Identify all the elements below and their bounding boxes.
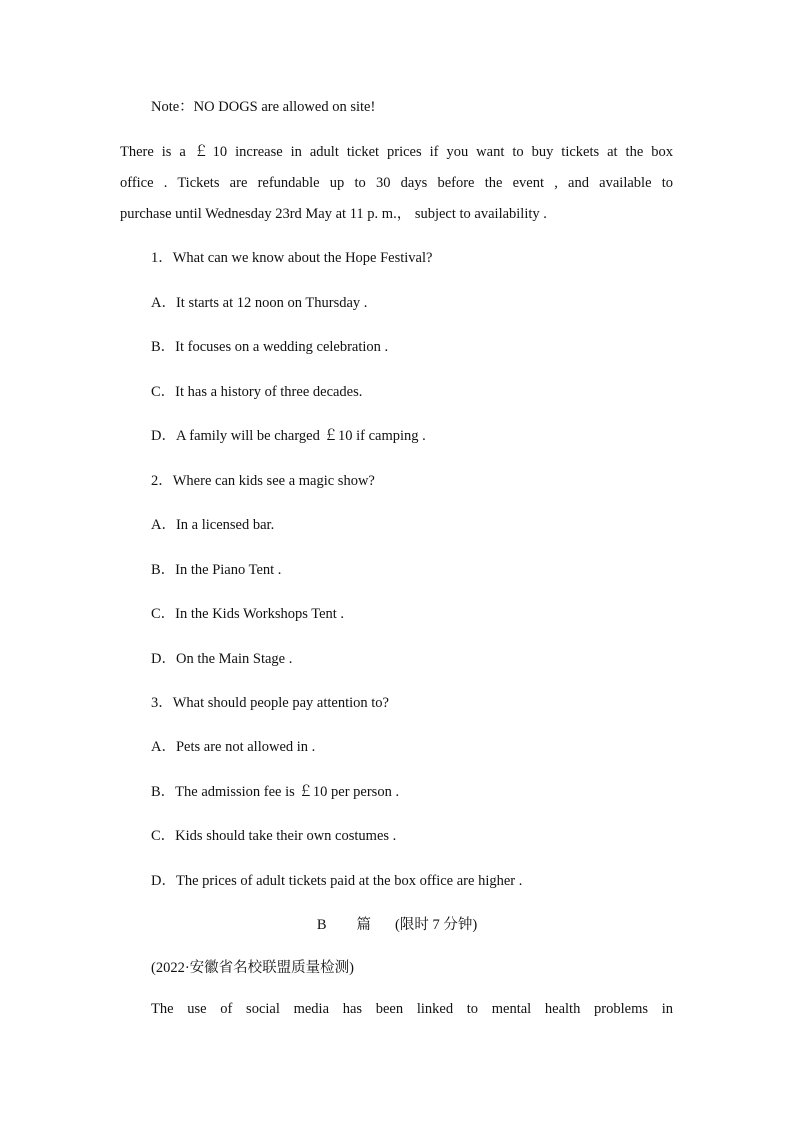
answer-option: B．In the Piano Tent . [151, 562, 282, 578]
answer-option: C．In the Kids Workshops Tent . [151, 606, 345, 622]
paragraph-line: office . Tickets are refundable up to 30 days before the event , and available to [120, 175, 673, 191]
time-limit: (限时 7 分钟) [395, 917, 478, 933]
section-letter: B [316, 917, 327, 933]
paragraph-line: There is a ￡10 increase in adult ticket prices if you want to buy tickets at the box [120, 144, 673, 160]
answer-option: D．On the Main Stage . [151, 651, 293, 667]
source-citation: (2022·安徽省名校联盟质量检测) [151, 960, 354, 976]
question-stem: 1．What can we know about the Hope Festival? [151, 250, 433, 266]
answer-option: A．It starts at 12 noon on Thursday . [151, 295, 368, 311]
section-word: 篇 [356, 917, 371, 933]
answer-option: C．Kids should take their own costumes . [151, 828, 397, 844]
section-heading [0, 916, 794, 934]
answer-option: D．A family will be charged ￡10 if camping . [151, 428, 426, 444]
note-line: Note：NO DOGS are allowed on site! [151, 99, 376, 115]
answer-option: A．In a licensed bar. [151, 517, 275, 533]
answer-option: D．The prices of adult tickets paid at the box office are higher . [151, 873, 523, 889]
answer-option: A．Pets are not allowed in . [151, 739, 316, 755]
answer-option: B．The admission fee is ￡10 per person . [151, 784, 400, 800]
answer-option: C．It has a history of three decades. [151, 384, 363, 400]
question-stem: 2．Where can kids see a magic show? [151, 473, 375, 489]
paragraph-line: The use of social media has been linked to mental health problems in [151, 1001, 673, 1017]
question-stem: 3．What should people pay attention to? [151, 695, 389, 711]
answer-option: B．It focuses on a wedding celebration . [151, 339, 389, 355]
paragraph-line: purchase until Wednesday 23rd May at 11 p. m.， subject to availability . [120, 206, 547, 222]
